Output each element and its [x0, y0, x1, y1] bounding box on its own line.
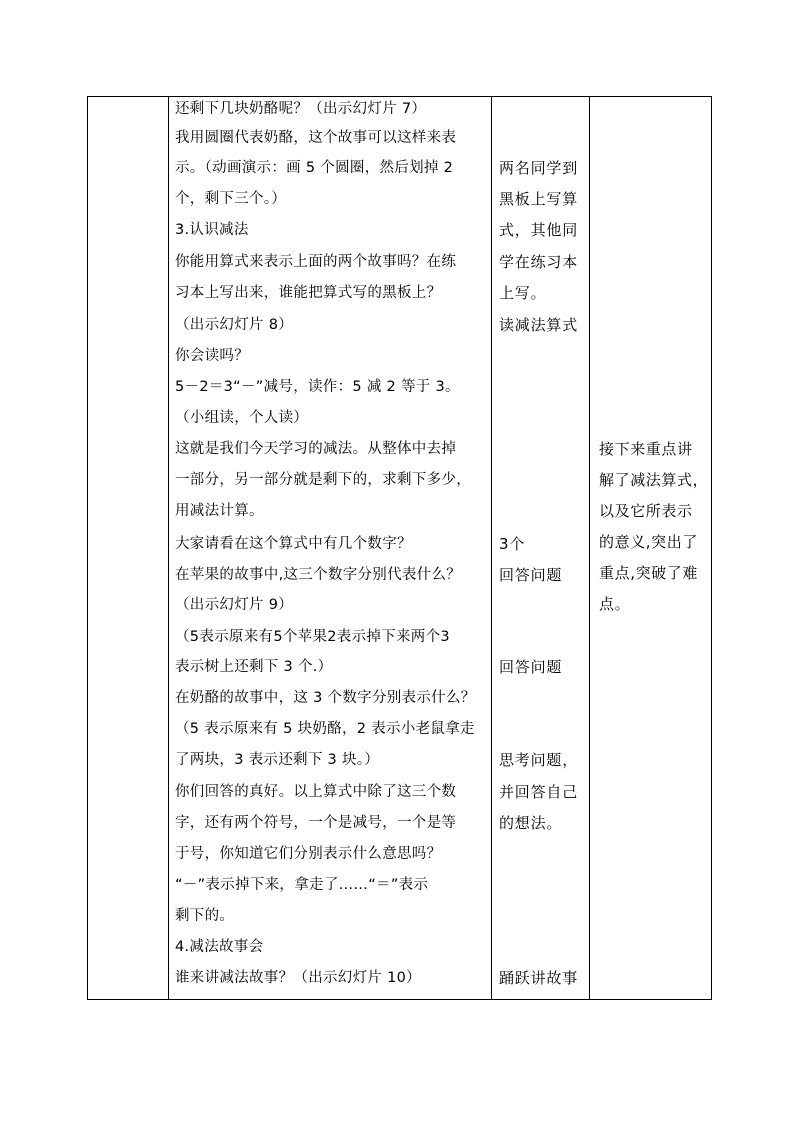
process-line: 表示树上还剩下 3 个.）	[175, 659, 333, 675]
process-line: 示。（动画演示：画 5 个圆圈，然后划掉 2	[175, 160, 454, 176]
activity-line: 回答问题	[499, 658, 563, 676]
lesson-plan-table	[87, 96, 712, 1000]
process-line: 了两块，3 表示还剩下 3 块。）	[175, 752, 380, 768]
process-line: “－”表示掉下来，拿走了……“＝”表示	[175, 877, 429, 893]
process-line: （出示幻灯片 9）	[175, 597, 294, 613]
process-line: 我用圆圈代表奶酪，这个故事可以这样来表	[175, 130, 457, 146]
process-line: 在奶酪的故事中，这 3 个数字分别表示什么？	[175, 690, 476, 706]
process-line: （出示幻灯片 8）	[175, 317, 294, 333]
process-line: 你会读吗？	[175, 348, 249, 364]
process-line: 这就是我们今天学习的减法。从整体中去掉	[175, 441, 457, 457]
activity-line: 读减法算式	[499, 316, 579, 334]
process-line: 字，还有两个符号，一个是减号，一个是等	[175, 815, 457, 831]
activity-line: 两名同学到	[499, 159, 579, 177]
process-line: 习本上写出来，谁能把算式写的黑板上？	[175, 285, 442, 301]
process-line: 谁来讲减法故事？（出示幻灯片 10）	[175, 970, 421, 986]
activity-line: 上写。	[499, 284, 547, 302]
activity-line: 回答问题	[499, 566, 563, 584]
teaching-process-cell	[169, 97, 492, 1000]
process-line: 你们回答的真好。以上算式中除了这三个数	[175, 784, 457, 800]
intent-line: 的意义,突出了	[599, 533, 698, 551]
intent-line: 以及它所表示	[599, 502, 693, 520]
process-line: 5－2＝3“－”减号，读作：5 减 2 等于 3。	[175, 379, 460, 395]
process-line: 4.减法故事会	[175, 939, 264, 955]
process-line: 用减法计算。	[175, 503, 264, 519]
design-intent-cell	[590, 97, 712, 1000]
process-line: 剩下的。	[175, 908, 235, 924]
process-line: 大家请看在这个算式中有几个数字？	[175, 536, 412, 552]
intent-line: 解了减法算式，	[599, 471, 709, 489]
process-line: 于号，你知道它们分别表示什么意思吗？	[175, 846, 442, 862]
activity-line: 并回答自己	[499, 783, 579, 801]
process-line: 个，剩下三个。）	[175, 191, 287, 207]
process-line: 你能用算式来表示上面的两个故事吗？在练	[175, 254, 457, 270]
process-line: 还剩下几块奶酪呢？（出示幻灯片 7）	[175, 101, 427, 117]
intent-line: 重点,突破了难	[599, 564, 698, 582]
process-line: （小组读，个人读）	[175, 410, 309, 426]
process-line: 在苹果的故事中,这三个数字分别代表什么？	[175, 567, 462, 583]
process-line: （5 表示原来有 5 块奶酪，2 表示小老鼠拿走	[175, 721, 475, 737]
intent-line: 接下来重点讲	[599, 440, 693, 458]
intent-line: 点。	[599, 595, 631, 613]
activity-line: 踊跃讲故事	[499, 969, 579, 987]
activity-line: 3个	[499, 535, 526, 553]
activity-line: 学在练习本	[499, 253, 579, 271]
process-line: （5表示原来有5个苹果2表示掉下来两个3	[175, 629, 450, 645]
student-activity-cell	[492, 97, 590, 1000]
activity-line: 黑板上写算	[499, 190, 579, 208]
process-line: 3.认识减法	[175, 222, 249, 238]
table-row	[88, 97, 712, 1000]
activity-line: 式，其他同	[499, 221, 579, 239]
column-1-cell	[88, 97, 169, 1000]
activity-line: 思考问题，	[499, 751, 579, 769]
activity-line: 的想法。	[499, 814, 563, 832]
process-line: 一部分，另一部分就是剩下的，求剩下多少，	[175, 472, 471, 488]
